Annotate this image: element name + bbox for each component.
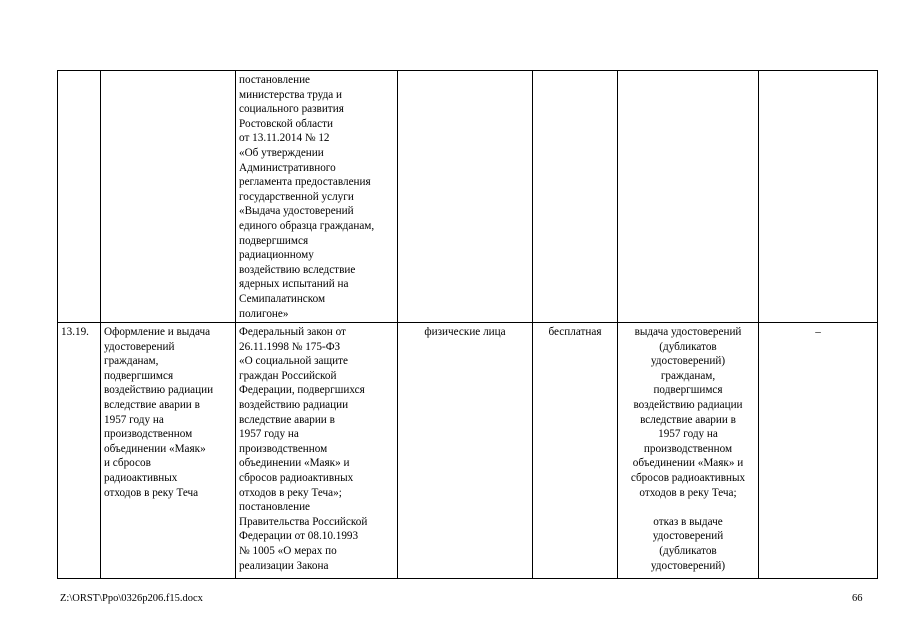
table-row-continued <box>58 71 878 323</box>
result-issue <box>621 325 755 500</box>
legal-basis-line: министерства труда и <box>239 88 343 101</box>
fee: бесплатная <box>533 323 618 579</box>
service-name-line: вследствие аварии в <box>104 398 200 411</box>
result-issue-line: подвергшимся <box>653 384 723 397</box>
service-name-line: радиоактивных <box>104 471 178 484</box>
legal-basis-line: Семипалатинском <box>239 292 326 305</box>
legal-basis-line: Федерации от 08.10.1993 <box>239 530 359 543</box>
legal-basis-line: отходов в реку Теча»; <box>239 486 342 499</box>
legal-basis-line: единого образца гражданам, <box>239 219 375 232</box>
legal-basis-line: «О социальной защите <box>239 355 348 368</box>
legal-basis-line: сбросов радиоактивных <box>239 471 354 484</box>
result-refusal-line: удостоверений <box>652 530 724 543</box>
legal-basis-line: Федеральный закон от <box>239 326 346 338</box>
result-issue-line: воздействию радиации <box>633 398 743 411</box>
footer-file-path: Z:\ORST\Ppo\0326p206.f15.docx <box>60 593 203 604</box>
legal-basis-line: 26.11.1998 № 175-ФЗ <box>239 340 341 353</box>
note: – <box>759 323 878 579</box>
legal-basis-line: «Об утверждении <box>239 146 324 159</box>
result-issue-line: объединении «Маяк» и <box>632 457 744 470</box>
legal-basis <box>236 323 398 579</box>
service-name-line: удостоверений <box>104 340 175 353</box>
service-name-line: гражданам, <box>104 355 159 368</box>
service-name-line: производственном <box>104 428 193 441</box>
cell-number-prev <box>58 71 101 323</box>
legal-basis-line: социального развития <box>239 103 344 116</box>
result-refusal-line: удостоверений) <box>650 559 726 572</box>
result-issue-line: (дубликатов <box>659 340 717 353</box>
cell-note-prev <box>759 71 878 323</box>
legal-basis-line: полигоне» <box>239 307 289 320</box>
legal-basis-line: граждан Российской <box>239 369 337 382</box>
legal-basis-line: Административного <box>239 161 336 174</box>
service-name-line: отходов в реку Теча <box>104 486 199 499</box>
service-name-line: подвергшимся <box>104 369 174 382</box>
legal-basis-line: «Выдача удостоверений <box>239 205 354 218</box>
cell-result-prev <box>618 71 759 323</box>
legal-basis-line: производственном <box>239 442 328 455</box>
result-refusal <box>621 515 755 573</box>
legal-basis-line: Правительства Российской <box>239 515 368 528</box>
services-table <box>57 70 878 579</box>
result-issue-line: 1957 году на <box>658 428 718 441</box>
service-name-line: 1957 году на <box>104 413 164 426</box>
legal-basis-line: подвергшимся <box>239 234 309 247</box>
legal-basis-line: регламента предоставления <box>239 176 371 189</box>
cell-service-prev <box>101 71 236 323</box>
legal-basis-line: воздействию радиации <box>239 398 349 411</box>
result-issue-line: выдача удостоверений <box>634 326 742 338</box>
legal-basis-line: реализации Закона <box>239 559 329 572</box>
legal-basis-line: от 13.11.2014 № 12 <box>239 132 330 145</box>
service-name-line: воздействию радиации <box>104 384 214 397</box>
legal-basis-line: № 1005 «О мерах по <box>239 544 337 557</box>
result-refusal-line: (дубликатов <box>659 544 717 557</box>
result-issue-line: сбросов радиоактивных <box>630 471 746 484</box>
applicants: физические лица <box>398 323 533 579</box>
result-issue-line: удостоверений) <box>650 355 726 368</box>
legal-basis-line: объединении «Маяк» и <box>239 457 350 470</box>
result-refusal-line: отказ в выдаче <box>653 515 723 528</box>
legal-basis-line: ядерных испытаний на <box>239 278 349 291</box>
legal-basis-line: Федерации, подвергшихся <box>239 384 365 397</box>
result-gap <box>621 500 755 515</box>
cell-applicants-prev <box>398 71 533 323</box>
result-issue-line: вследствие аварии в <box>640 413 736 426</box>
cell-fee-prev <box>533 71 618 323</box>
service-name-line: объединении «Маяк» <box>104 442 206 455</box>
service-name-line: и сбросов <box>104 457 151 470</box>
table-row-13-19 <box>58 323 878 579</box>
legal-basis-line: постановление <box>239 74 311 86</box>
row-number: 13.19. <box>58 323 101 579</box>
service-name <box>101 323 236 579</box>
cell-legal-basis-prev <box>236 71 398 323</box>
legal-basis-line: Ростовской области <box>239 117 333 130</box>
legal-basis-line: воздействию вследствие <box>239 263 356 276</box>
legal-basis-line: вследствие аварии в <box>239 413 335 426</box>
footer-page-number: 66 <box>852 593 863 604</box>
legal-basis-line: радиационному <box>239 249 314 262</box>
legal-basis-line: государственной услуги <box>239 190 354 203</box>
result <box>618 323 759 579</box>
legal-basis-line: постановление <box>239 501 311 514</box>
service-name-line: Оформление и выдача <box>104 326 211 338</box>
result-issue-line: производственном <box>643 442 733 455</box>
result-issue-line: отходов в реку Теча; <box>639 486 737 499</box>
result-issue-line: гражданам, <box>660 369 716 382</box>
legal-basis-line: 1957 году на <box>239 428 299 441</box>
